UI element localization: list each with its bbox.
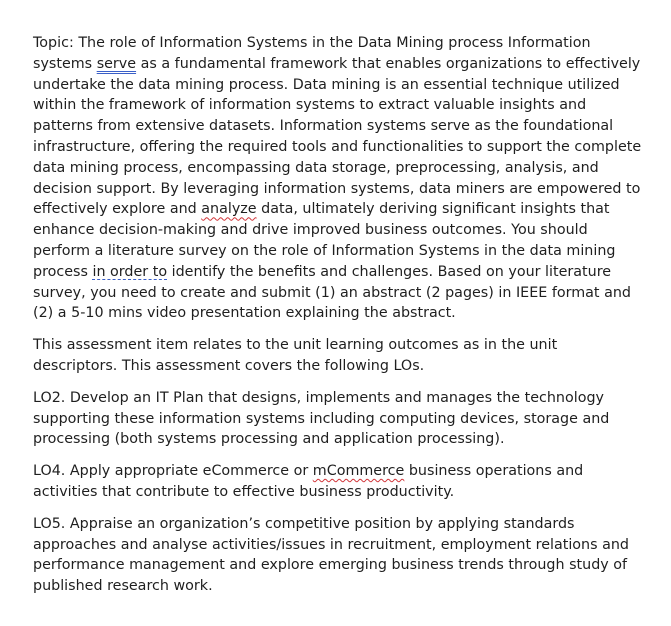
assessment-intro-paragraph: This assessment item relates to the unit learning outcomes as in the unit descriptors. This assessment covers the following LOs. bbox=[33, 337, 558, 374]
topic-text-2: as a fundamental framework that enables organizations to effectively undertake the data mining process. Data mining is an essential technique utilized within the framework of information systems to extract valuable insights and patterns from extensive datasets. Information systems serve as the foundational infrastructure, offering the required tools and functionalities to support the complete data mining process, encompassing data storage, preprocessing, analysis, and decision support. By leveraging information systems, data miners are empowered to effectively explore and bbox=[33, 55, 642, 218]
document-body bbox=[33, 33, 643, 597]
topic-paragraph bbox=[33, 33, 643, 324]
topic-text-1: Topic: The role of Information Systems in the Data Mining process Information systems bbox=[33, 35, 591, 72]
lo4-paragraph bbox=[33, 461, 643, 503]
lo4-text-1: LO4. Apply appropriate eCommerce or bbox=[33, 463, 313, 480]
lo4-text-2: business operations and activities that contribute to effective business productivity. bbox=[33, 463, 584, 500]
topic-text-4: identify the benefits and challenges. Based on your literature survey, you need to create and submit (1) an abstract (2 pages) in IEEE format and (2) a 5-10 mins video presentation explaining the abstract. bbox=[33, 263, 631, 322]
grammar-flag-serve[interactable]: serve bbox=[96, 55, 137, 72]
spelling-flag-mcommerce[interactable]: mCommerce bbox=[312, 463, 405, 480]
lo2-paragraph: LO2. Develop an IT Plan that designs, implements and manages the technology supporting these information systems including computing devices, storage and processing (both systems processing and application processing). bbox=[33, 389, 610, 448]
spelling-flag-analyze[interactable]: analyze bbox=[201, 201, 257, 218]
style-flag-in-order-to[interactable]: in order to bbox=[92, 263, 168, 280]
topic-text-3: data, ultimately deriving significant insights that enhance decision-making and drive improved business outcomes. You should perform a literature survey on the role of Information Systems in the data mining process bbox=[33, 201, 616, 280]
lo5-paragraph: LO5. Appraise an organization’s competitive position by applying standards approaches and analyse activities/issues in recruitment, employment relations and performance management and explore emerging business trends through study of published research work. bbox=[33, 515, 630, 595]
